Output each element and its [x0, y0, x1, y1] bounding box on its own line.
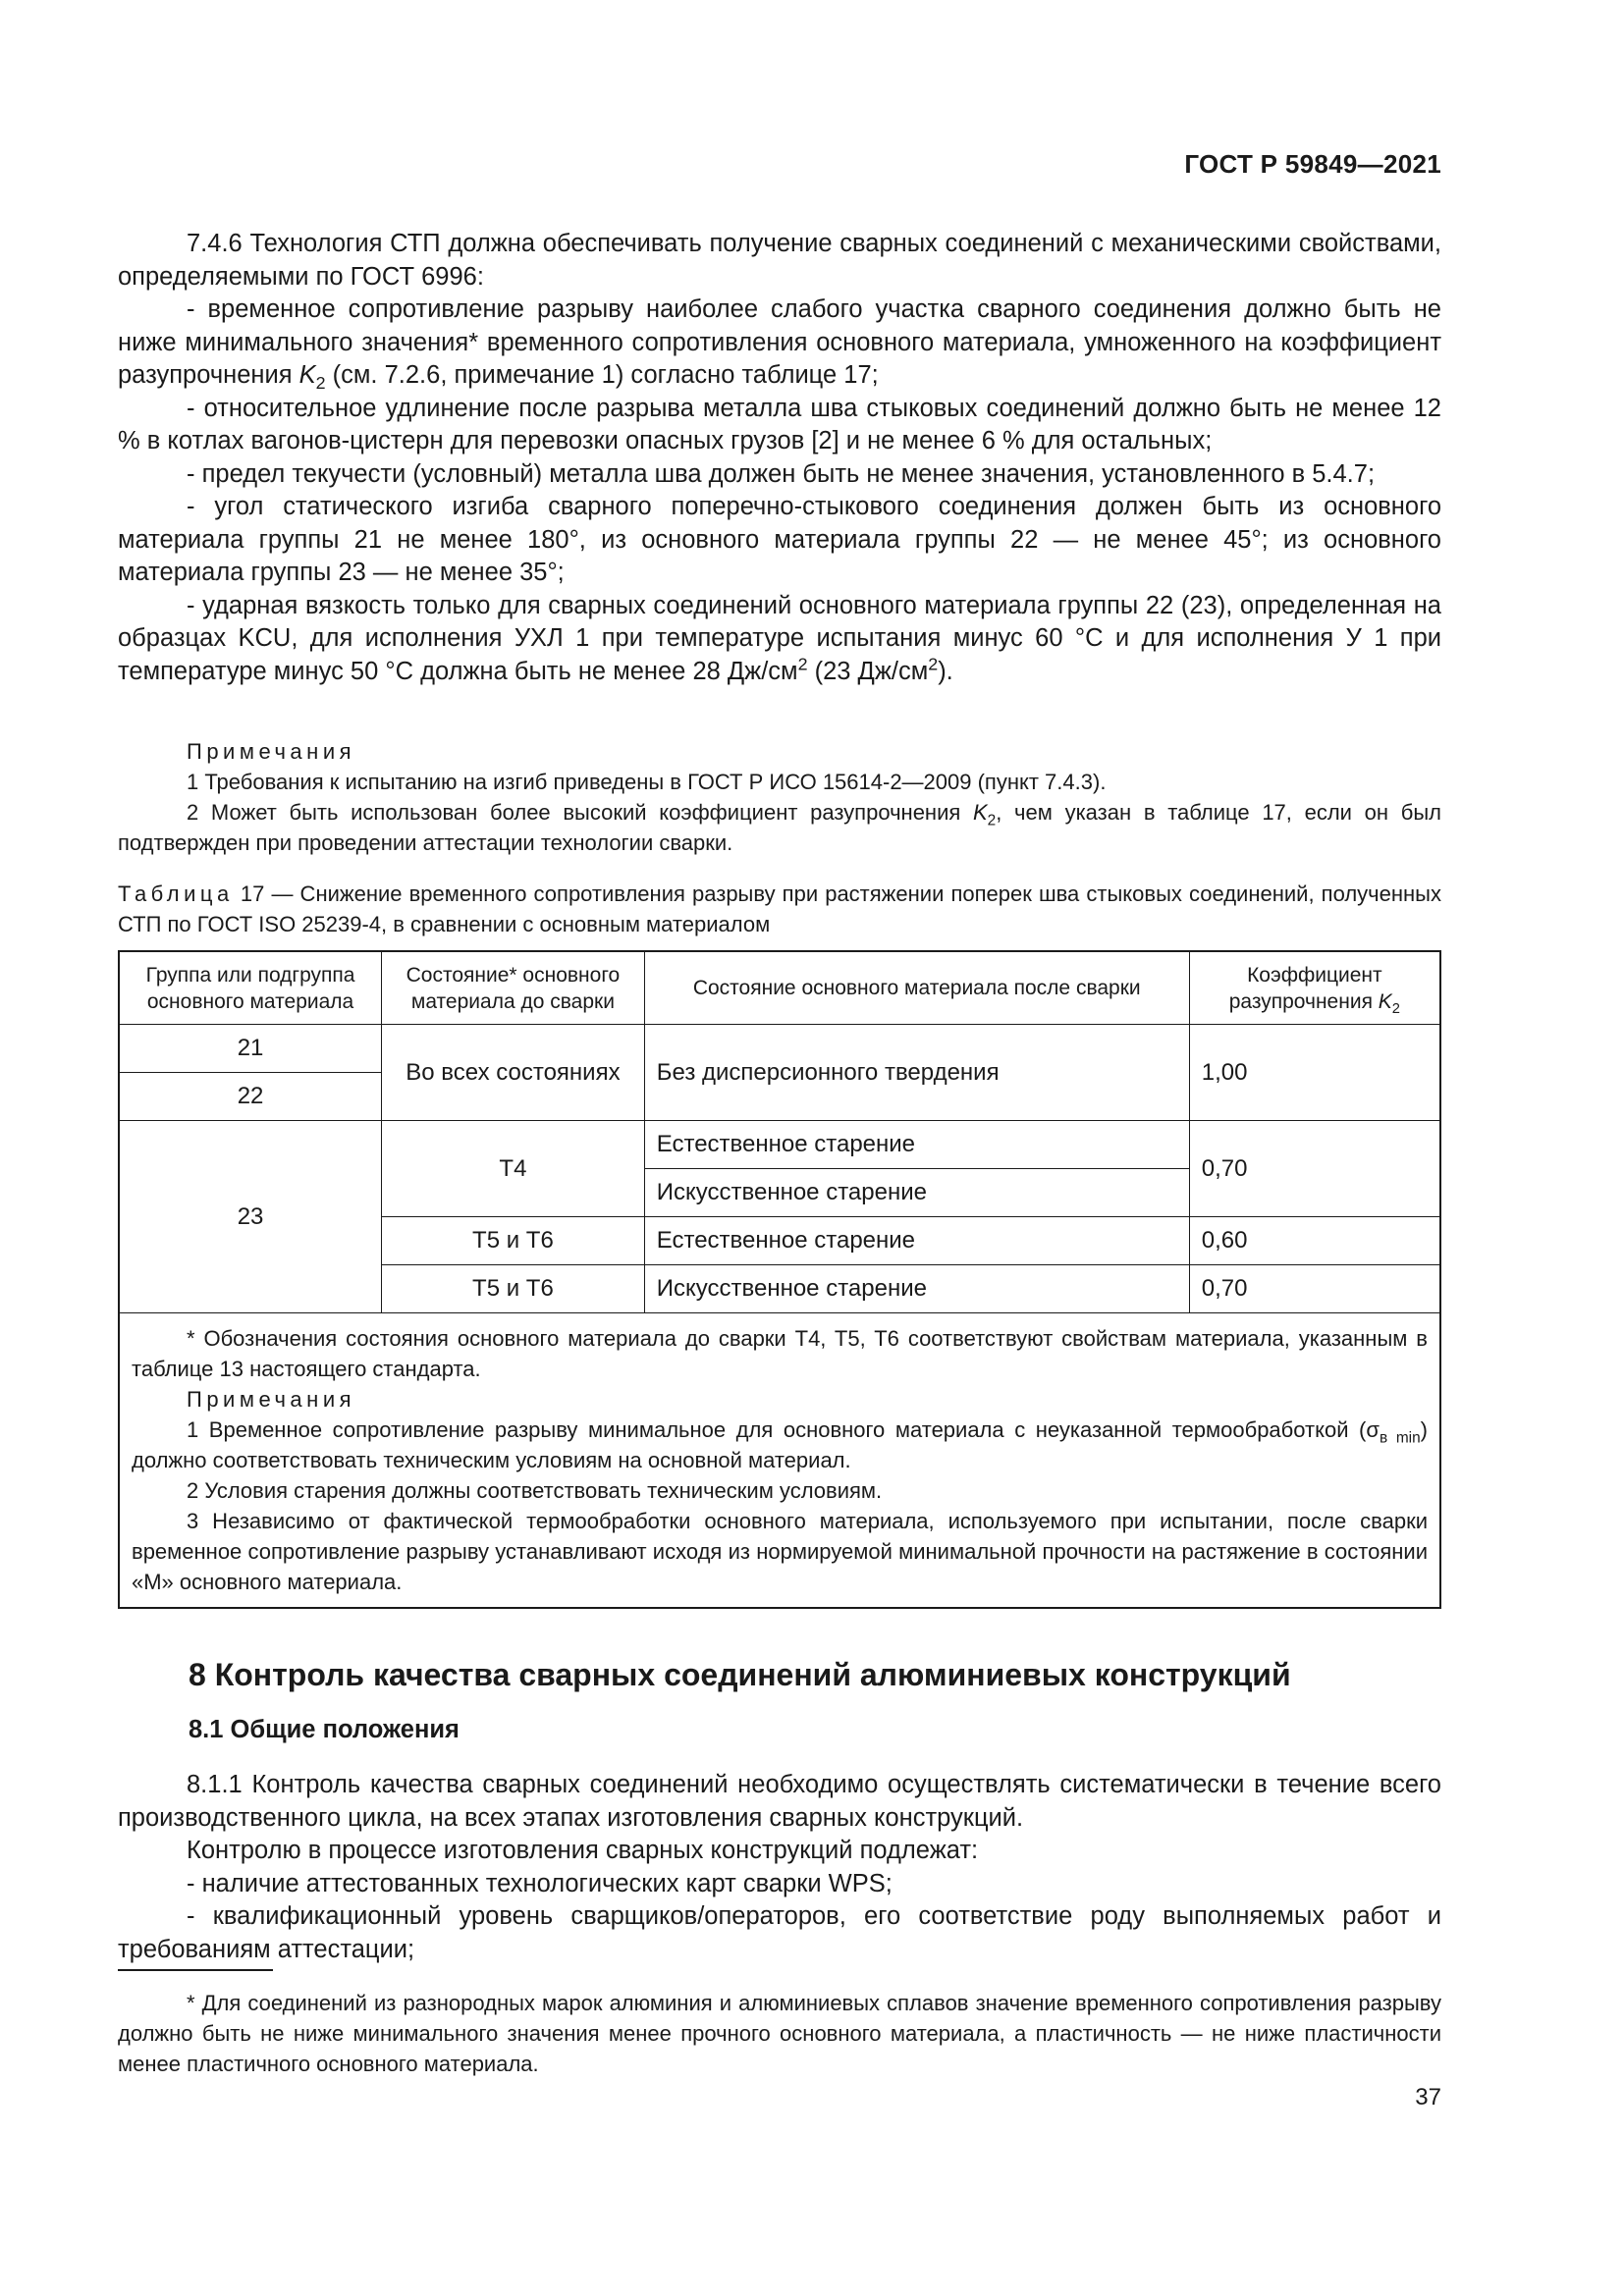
table-star-note: * Обозначения состояния основного материала до сварки T4, T5, T6 соответствуют свойствам материала, указанным в таблице 13 настоящего стандарта. — [132, 1326, 1428, 1381]
column-header: Группа или подгруппа основного материала — [119, 951, 382, 1025]
clause-8-1-1 — [118, 1769, 1441, 1966]
table-note-item: 3 Независимо от фактической термообработки основного материала, используемого при испытании, после сварки временное сопротивление разрыву устанавливают исходя из нормируемой минимальной прочности на растяжение в состоянии «М» основного материала. — [132, 1509, 1428, 1594]
section-8-title: 8 Контроль качества сварных соединений алюминиевых конструкций — [189, 1657, 1291, 1692]
clause-paragraph: 8.1.1 Контроль качества сварных соединений необходимо осуществлять систематически в течение всего производственного цикла, на всех этапах изготовления сварных конструкций. — [118, 1771, 1441, 1832]
state-after-cell: Без дисперсионного твердения — [644, 1025, 1189, 1121]
table-note-item: 2 Условия старения должны соответствовать техническим условиям. — [187, 1478, 883, 1503]
clause-notes — [118, 736, 1441, 858]
subsection-8-1-title: 8.1 Общие положения — [189, 1716, 460, 1743]
document-page — [118, 0, 1441, 2296]
table-17 — [118, 950, 1441, 1609]
requirement-item: - ударная вязкость только для сварных соединений основного материала группы 22 (23), определенная на образцах KCU, для исполнения УХЛ 1 при температуре испытания минус 60 °C и для исполнения У 1 при температуре минус 50 °C должна быть не менее 28 $Дж/см^2$ (23 $Дж/см^2$). — [118, 591, 1441, 685]
table-note-item: 1 Временное сопротивление разрыву минимальное для основного материала с неуказанной термообработкой $(\sigma_{в min})$ должно соответствовать техническим условиям на основной материал. — [132, 1417, 1428, 1472]
group-cell: 22 — [119, 1073, 382, 1121]
clause-7-4-6 — [118, 228, 1441, 688]
note-item: 2 Может быть использован более высокий коэффициент разупрочнения $K_2$, чем указан в таблице 17, если он был подтвержден при проведении аттестации технологии сварки. — [118, 800, 1441, 855]
state-after-cell: Искусственное старение — [644, 1169, 1189, 1217]
requirement-item: - квалификационный уровень сварщиков/операторов, его соответствие роду выполняемых работ и требованиям аттестации; — [118, 1902, 1441, 1963]
notes-heading: Примечания — [187, 739, 356, 764]
table-footer-row — [119, 1313, 1440, 1609]
note-item: 1 Требования к испытанию на изгиб приведены в ГОСТ Р ИСО 15614-2—2009 (пункт 7.4.3). — [187, 770, 1107, 794]
requirement-item: - относительное удлинение после разрыва металла шва стыковых соединений должно быть не менее 12 % в котлах вагонов-цистерн для перевозки опасных грузов [2] и не менее 6 % для остальных; — [118, 394, 1441, 454]
column-header: Состояние* основного материала до сварки — [382, 951, 645, 1025]
requirement-item: - временное сопротивление разрыву наиболее слабого участка сварного соединения должно быть не ниже минимального значения* временного сопротивления основного материала, умноженного на коэффициент разупрочнения $K_2$ (см. 7.2.6, примечание 1) согласно таблице 17; — [118, 295, 1441, 394]
table-notes-heading: Примечания — [187, 1387, 356, 1412]
page-number: 37 — [1415, 2084, 1441, 2110]
group-cell: 21 — [119, 1025, 382, 1073]
requirement-item: - предел текучести (условный) металла шва должен быть не менее значения, установленного в 5.4.7; — [187, 459, 1376, 488]
column-header: Состояние основного материала после сварки — [644, 951, 1189, 1025]
clause-paragraph: Контролю в процессе изготовления сварных конструкций подлежат: — [187, 1837, 979, 1864]
coefficient-cell: 0,70 — [1189, 1121, 1440, 1217]
page-footnote: * Для соединений из разнородных марок алюминия и алюминиевых сплавов значение временного сопротивления разрыву должно быть не ниже минимального значения менее прочного основного материала, а пластичность — не ниже пластичности менее пластичного основного материала. — [118, 1991, 1441, 2076]
clause-intro: 7.4.6 Технология СТП должна обеспечивать получение сварных соединений с механическими свойствами, определяемыми по ГОСТ 6996: — [118, 230, 1441, 291]
table-caption: Таблица 17 — Снижение временного сопротивления разрыву при растяжении поперек шва стыковых соединений, полученных СТП по ГОСТ ISO 25239-4, в сравнении с основным материалом — [118, 881, 1441, 936]
state-after-cell: Естественное старение — [644, 1217, 1189, 1265]
coefficient-cell: 0,70 — [1189, 1265, 1440, 1313]
state-before-cell: T4 — [382, 1121, 645, 1217]
state-after-cell: Естественное старение — [644, 1121, 1189, 1169]
requirement-item: - угол статического изгиба сварного поперечно-стыкового соединения должен быть из основного материала группы 21 не менее 180°, из основного материала группы 22 — не менее 45°; из основного материала группы 23 — не менее 35°; — [118, 493, 1441, 586]
requirement-item: - наличие аттестованных технологических карт сварки WPS; — [187, 1869, 893, 1897]
state-before-cell: T5 и T6 — [382, 1265, 645, 1313]
column-header: Коэффициент разупрочнения $K_2$ — [1189, 951, 1440, 1025]
coefficient-cell: 1,00 — [1189, 1025, 1440, 1121]
table-footnotes — [119, 1313, 1440, 1609]
state-before-cell: T5 и T6 — [382, 1217, 645, 1265]
footnote-divider — [118, 1969, 273, 1971]
table-header-row — [119, 951, 1440, 1025]
group-cell: 23 — [119, 1121, 382, 1313]
coefficient-cell: 0,60 — [1189, 1217, 1440, 1265]
state-after-cell: Искусственное старение — [644, 1265, 1189, 1313]
state-before-cell: Во всех состояниях — [382, 1025, 645, 1121]
table-row — [119, 1025, 1440, 1073]
document-code: ГОСТ Р 59849—2021 — [1184, 149, 1441, 179]
table-row — [119, 1121, 1440, 1169]
